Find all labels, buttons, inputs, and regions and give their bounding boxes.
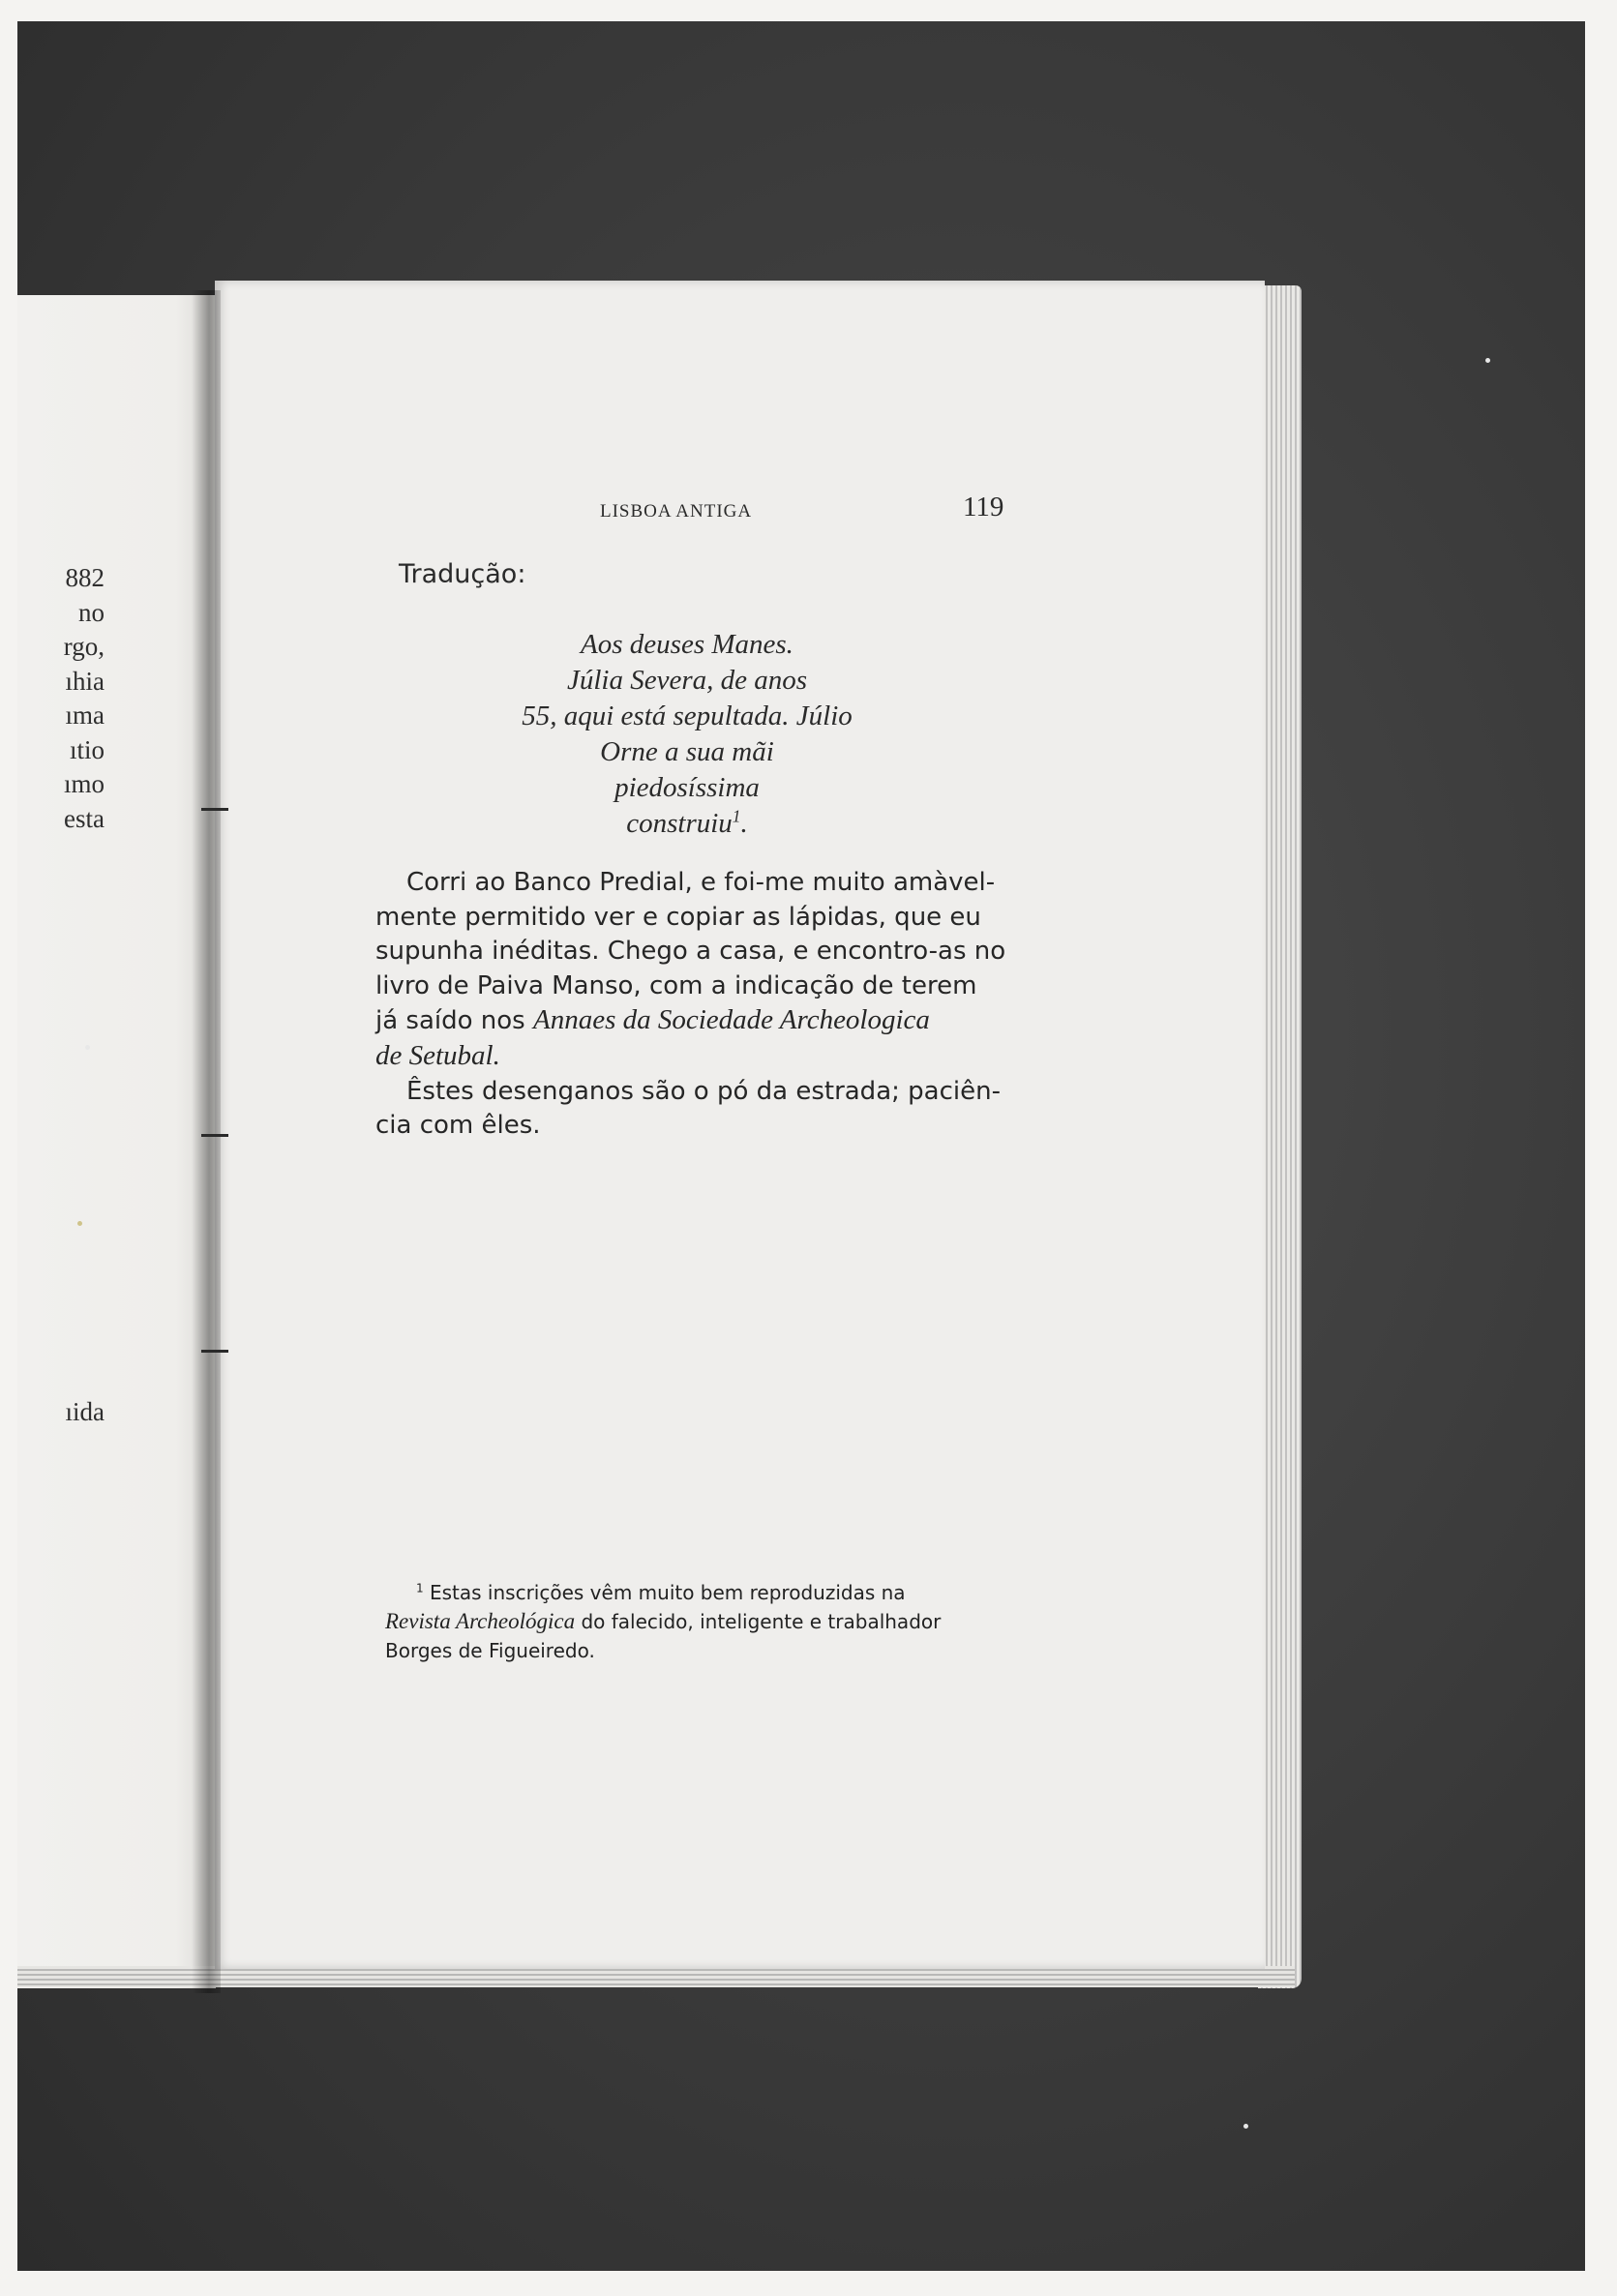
page-number: 119 — [963, 492, 1004, 522]
footnote — [385, 1578, 1029, 1665]
left-line: rgo, — [63, 632, 105, 661]
left-page-text — [17, 561, 105, 836]
book-gutter — [192, 290, 221, 1993]
inscription-line: Júlia Severa, de anos — [566, 665, 808, 696]
left-page — [17, 295, 216, 1988]
italic-title: Revista Archeológica — [385, 1609, 576, 1633]
left-line: 882 — [65, 563, 105, 592]
inscription-translation — [416, 627, 958, 842]
paragraph-2-line: Êstes desenganos são o pó da estrada; paciên- — [406, 1076, 1001, 1106]
inscription-end: . — [740, 808, 748, 839]
left-page-bottom-fragment: ıida — [65, 1397, 105, 1426]
footnote-text: Estas inscrições vêm muito bem reproduzidas na — [430, 1581, 906, 1604]
binding-mark — [201, 1134, 228, 1137]
left-line: esta — [64, 803, 105, 833]
paragraph-1-line — [375, 1039, 1024, 1075]
inscription-line: piedosíssima — [614, 772, 760, 803]
left-line: ıtio — [69, 734, 105, 764]
dust-speck — [1485, 358, 1490, 363]
inscription-line: Orne a sua mãi — [600, 736, 774, 767]
inscription-line: 55, aqui está sepultada. Júlio — [522, 701, 853, 731]
footnote-line — [385, 1607, 1029, 1636]
footnote-text: do falecido, inteligente e trabalhador — [575, 1610, 942, 1633]
dust-speck — [85, 1045, 90, 1050]
paragraph-1-line: mente permitido ver e copiar as lápidas, que eu — [375, 902, 981, 932]
body-text — [375, 866, 1024, 1144]
paragraph-1-line: livro de Paiva Manso, com a indicação de terem — [375, 970, 977, 1000]
inscription-line — [416, 806, 958, 842]
translation-caption: Tradução: — [399, 559, 526, 589]
binding-mark — [201, 1350, 228, 1353]
inscription-line-text: construiu — [626, 808, 733, 839]
paragraph-1-line: supunha inéditas. Chego a casa, e encontro-as no — [375, 937, 1006, 967]
dust-speck — [1243, 2124, 1248, 2129]
italic-title: de Setubal. — [375, 1039, 500, 1071]
binding-mark — [201, 808, 228, 811]
running-head: LISBOA ANTIGA — [600, 501, 753, 522]
footnote-line — [385, 1578, 1029, 1607]
left-line: ıma — [65, 701, 105, 730]
paragraph-2-line: cia com êles. — [375, 1111, 541, 1141]
footnote-line: Borges de Figueiredo. — [385, 1639, 595, 1662]
paragraph-1-line — [375, 866, 1024, 901]
dust-speck — [77, 1221, 82, 1226]
footnote-reference: 1 — [732, 806, 741, 826]
paragraph-1-line — [375, 1003, 1024, 1039]
left-line: ıhia — [65, 666, 105, 696]
footnote-mark: 1 — [416, 1581, 424, 1595]
italic-title: Annaes da Sociedade Archeologica — [533, 1004, 930, 1036]
left-line: ımo — [63, 769, 105, 798]
left-line: no — [78, 597, 105, 627]
text-line: Corri ao Banco Predial, e foi-me muito amàvel- — [406, 868, 996, 897]
inscription-line: Aos deuses Manes. — [581, 629, 794, 660]
text-line: já saído nos — [375, 1006, 533, 1036]
